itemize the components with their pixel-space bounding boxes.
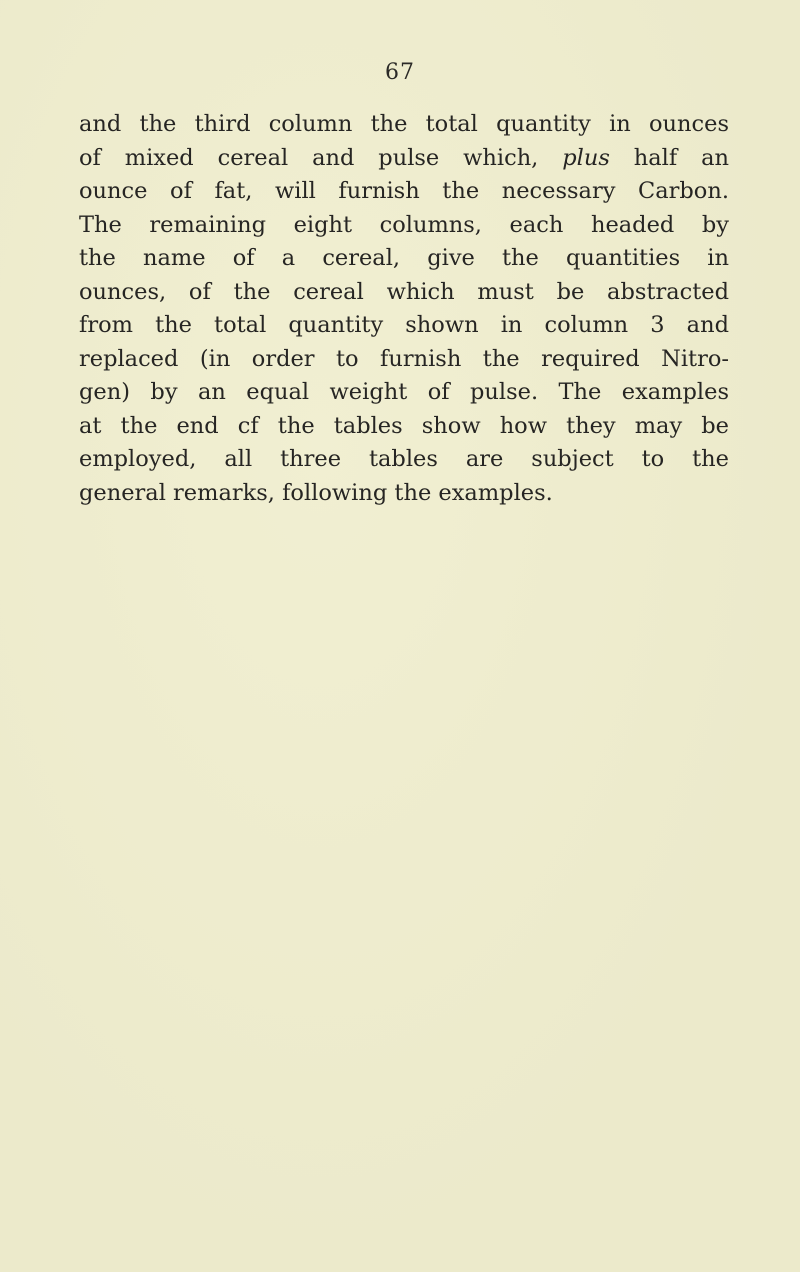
text-line: and the third column the total quantity in ounces [79, 111, 729, 137]
text-line: at the end cf the tables show how they may be [79, 412, 729, 439]
text-line: gen) by an equal weight of pulse. The examples [79, 379, 729, 405]
text-line: the name of a cereal, give the quantities in [79, 245, 729, 271]
text-line: from the total quantity shown in column 3 and [79, 312, 729, 338]
text-line [79, 142, 729, 176]
text-line: replaced (in order to furnish the required Nitro- [79, 345, 729, 372]
text-line: ounce of fat, will furnish the necessary Carbon. [79, 178, 729, 204]
text-line: general remarks, following the examples. [79, 479, 553, 506]
body-paragraph [79, 108, 729, 510]
text-line-after: half an [609, 144, 729, 171]
text-line: employed, all three tables are subject to the [79, 446, 729, 472]
italic-word: plus [562, 144, 610, 171]
page-number: 67 [385, 60, 415, 85]
text-line: The remaining eight columns, each headed by [79, 211, 729, 238]
text-line: ounces, of the cereal which must be abstracted [79, 278, 729, 305]
text-line-before: of mixed cereal and pulse which, [79, 144, 563, 171]
